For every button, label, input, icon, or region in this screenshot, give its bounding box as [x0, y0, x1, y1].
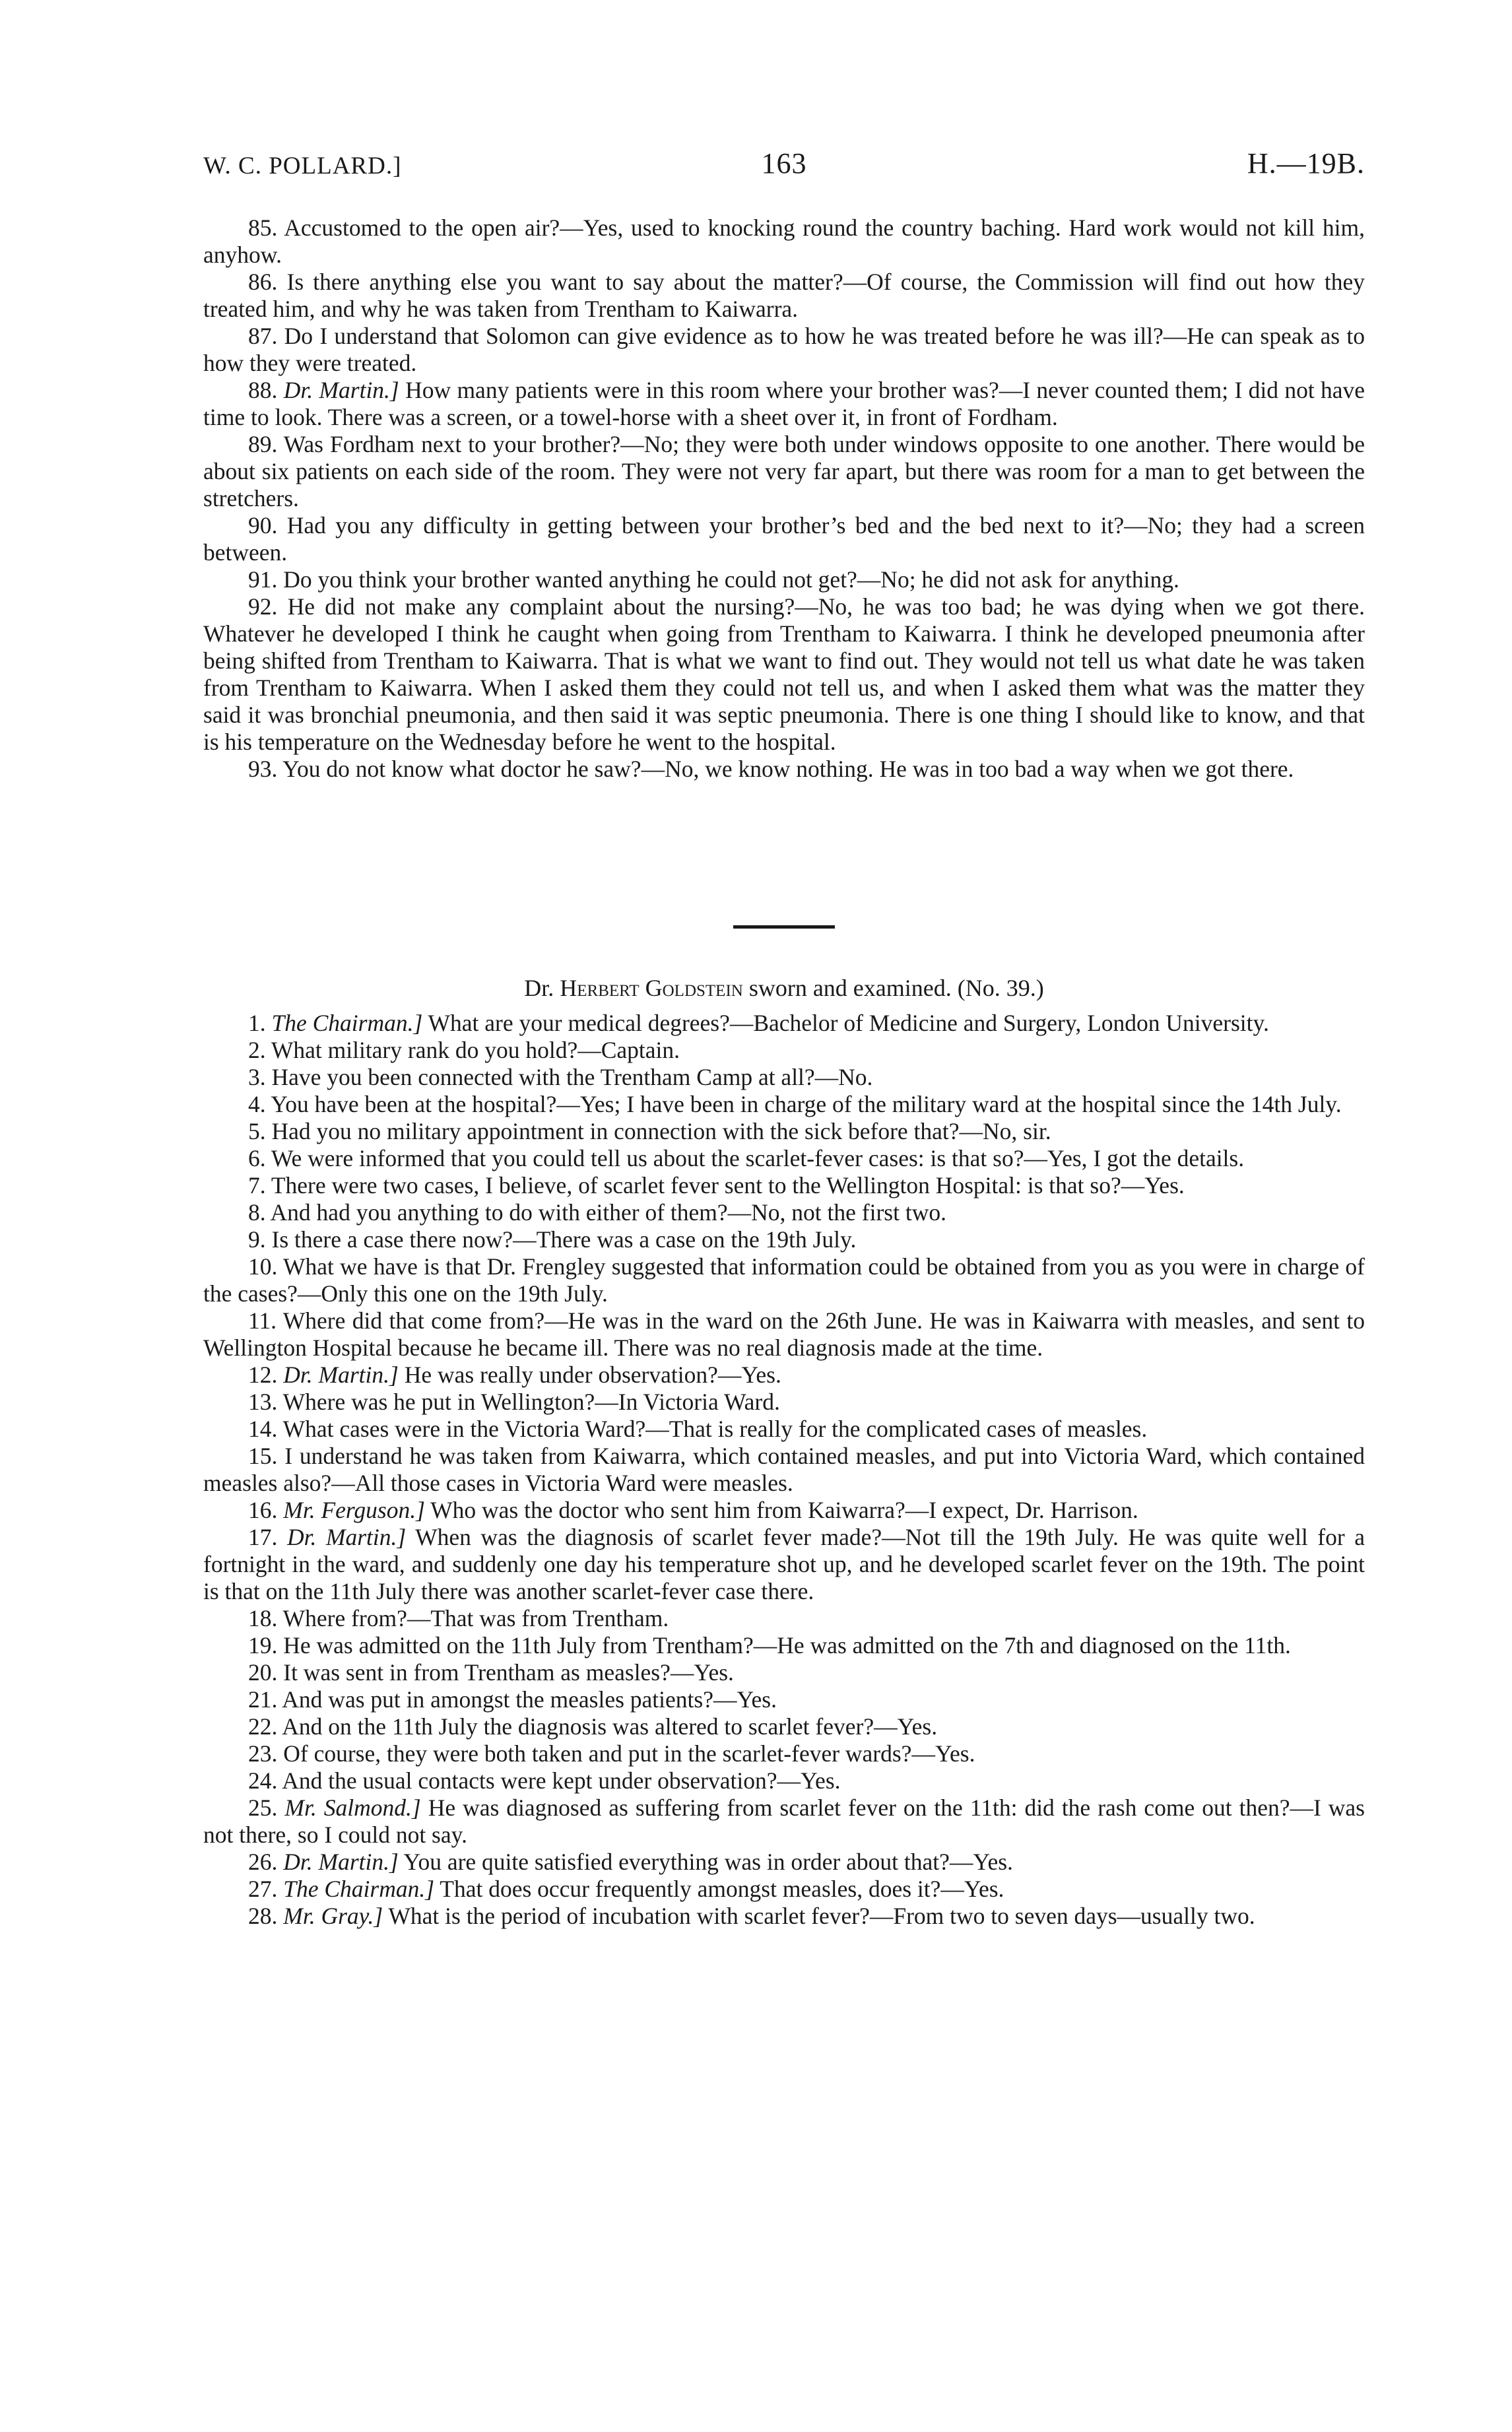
question-paragraph [203, 1849, 1365, 1876]
question-number: 89. [248, 431, 278, 457]
question-number: 23. [248, 1740, 278, 1767]
question-text: Have you been connected with the Trentham Camp at all?—No. [271, 1064, 873, 1090]
question-text: We were informed that you could tell us about the scarlet-fever cases: is that so?—Yes, I got the details. [271, 1145, 1245, 1171]
question-number: 92. [248, 593, 278, 620]
speaker-name: The Chairman.] [271, 1010, 423, 1036]
question-number: 88. [248, 377, 278, 403]
witness-suffix: sworn and examined. (No. 39.) [742, 975, 1044, 1001]
question-paragraph [203, 1389, 1365, 1416]
question-paragraph [203, 1307, 1365, 1362]
question-paragraph [203, 214, 1365, 269]
question-paragraph [203, 1876, 1365, 1903]
question-paragraph [203, 512, 1365, 566]
question-text: Is there a case there now?—There was a case on the 19th July. [271, 1226, 857, 1253]
question-paragraph [203, 1145, 1365, 1172]
question-number: 17. [248, 1524, 278, 1550]
question-number: 27. [248, 1876, 278, 1902]
question-paragraph [203, 1903, 1365, 1930]
running-header [203, 147, 1365, 186]
question-text: Had you any difficulty in getting between your brother’s bed and the bed next to it?—No; they had a screen between. [203, 512, 1365, 566]
witness-prefix: Dr. [524, 975, 560, 1001]
question-text: Do I understand that Solomon can give evidence as to how he was treated before he was ill?—He can speak as to how they were treated. [203, 323, 1365, 376]
question-paragraph [203, 1226, 1365, 1253]
question-paragraph [203, 1037, 1365, 1064]
question-number: 2. [248, 1037, 266, 1063]
question-number: 86. [248, 269, 278, 295]
question-paragraph [203, 1010, 1365, 1037]
speaker-name: Mr. Ferguson.] [283, 1497, 425, 1523]
question-number: 4. [248, 1091, 266, 1117]
page-number: 163 [761, 147, 807, 180]
question-paragraph [203, 1362, 1365, 1389]
question-text: Where from?—That was from Trentham. [282, 1605, 669, 1631]
question-paragraph [203, 1659, 1365, 1686]
question-paragraph [203, 1524, 1365, 1605]
question-paragraph [203, 1172, 1365, 1199]
question-text: It was sent in from Trentham as measles?—Yes. [283, 1659, 734, 1686]
question-number: 7. [248, 1172, 266, 1199]
question-text: How many patients were in this room where your brother was?—I never counted them; I did not have time to look. There was a screen, or a towel-horse with a sheet over it, in front of Fordham. [203, 377, 1365, 430]
question-text: And was put in amongst the measles patients?—Yes. [282, 1686, 777, 1713]
question-text: You have been at the hospital?—Yes; I have been in charge of the military ward at the hospital since the 14th July. [271, 1091, 1342, 1117]
question-text: Of course, they were both taken and put in the scarlet-fever wards?—Yes. [283, 1740, 975, 1767]
question-number: 15. [248, 1443, 278, 1469]
question-paragraph [203, 1605, 1365, 1632]
question-number: 13. [248, 1389, 278, 1415]
question-number: 24. [248, 1767, 278, 1794]
question-text: And had you anything to do with either of them?—No, not the first two. [270, 1199, 946, 1226]
question-paragraph [203, 269, 1365, 323]
question-number: 93. [248, 756, 278, 782]
question-number: 87. [248, 323, 278, 349]
question-number: 11. [248, 1307, 277, 1334]
section-divider [733, 925, 835, 929]
question-number: 12. [248, 1362, 278, 1388]
witness-name: Herbert Goldstein [560, 975, 743, 1001]
question-paragraph [203, 593, 1365, 756]
header-witness-name: W. C. POLLARD.] [203, 152, 402, 180]
question-paragraph [203, 1416, 1365, 1443]
evidence-block-goldstein [203, 1010, 1365, 1930]
question-text: You do not know what doctor he saw?—No, we know nothing. He was in too bad a way when we got there. [282, 756, 1294, 782]
question-text: And the usual contacts were kept under observation?—Yes. [282, 1767, 841, 1794]
question-text: Was Fordham next to your brother?—No; they were both under windows opposite to one another. There would be about six patients on each side of the room. They were not very far apart, but there was room for a man to get between the stretchers. [203, 431, 1365, 511]
question-text: Is there anything else you want to say about the matter?—Of course, the Commission will find out how they treated him, and why he was taken from Trentham to Kaiwarra. [203, 269, 1365, 322]
question-paragraph [203, 323, 1365, 377]
question-number: 20. [248, 1659, 278, 1686]
question-text: That does occur frequently amongst measles, does it?—Yes. [440, 1876, 1004, 1902]
question-text: He did not make any complaint about the nursing?—No, he was too bad; he was dying when we got there. Whatever he developed I think he caught when going from Trentham to Kaiwarra. I think he developed pneumonia after being shifted from Trentham to Kaiwarra. That is what we want to find out. They would not tell us what date he was taken from Trentham to Kaiwarra. When I asked them they could not tell us, and when I asked them what was the matter they said it was bronchial pneumonia, and then said it was septic pneumonia. There is one thing I should like to know, and that is his temperature on the Wednesday before he went to the hospital. [203, 593, 1365, 755]
speaker-name: Dr. Martin.] [283, 1849, 399, 1875]
question-number: 85. [248, 214, 278, 241]
question-text: What military rank do you hold?—Captain. [271, 1037, 680, 1063]
question-paragraph [203, 1253, 1365, 1307]
question-paragraph [203, 1686, 1365, 1713]
question-paragraph [203, 377, 1365, 431]
question-number: 22. [248, 1713, 278, 1740]
question-text: What cases were in the Victoria Ward?—That is really for the complicated cases of measles. [282, 1416, 1148, 1442]
question-number: 21. [248, 1686, 278, 1713]
question-paragraph [203, 566, 1365, 593]
question-number: 10. [248, 1253, 278, 1280]
question-number: 14. [248, 1416, 278, 1442]
paper-reference: H.—19B. [1247, 147, 1365, 180]
question-number: 18. [248, 1605, 278, 1631]
speaker-name: Mr. Salmond.] [284, 1794, 421, 1821]
question-text: He was admitted on the 11th July from Trentham?—He was admitted on the 7th and diagnosed on the 11th. [283, 1632, 1291, 1659]
question-number: 91. [248, 566, 278, 593]
question-text: Who was the doctor who sent him from Kaiwarra?—I expect, Dr. Harrison. [430, 1497, 1138, 1523]
question-text: He was really under observation?—Yes. [404, 1362, 781, 1388]
question-number: 19. [248, 1632, 278, 1659]
question-text: Where did that come from?—He was in the ward on the 26th June. He was in Kaiwarra with measles, and sent to Wellington Hospital because he became ill. There was no real diagnosis made at the time. [203, 1307, 1365, 1361]
question-text: And on the 11th July the diagnosis was altered to scarlet fever?—Yes. [282, 1713, 938, 1740]
question-text: He was diagnosed as suffering from scarlet fever on the 11th: did the rash come out then?—I was not there, so I could not say. [203, 1794, 1365, 1848]
question-paragraph [203, 1740, 1365, 1767]
question-paragraph [203, 1497, 1365, 1524]
question-number: 8. [248, 1199, 266, 1226]
question-number: 1. [248, 1010, 266, 1036]
question-paragraph [203, 431, 1365, 512]
question-text: You are quite satisfied everything was in order about that?—Yes. [403, 1849, 1013, 1875]
question-text: When was the diagnosis of scarlet fever made?—Not till the 19th July. He was quite well for a fortnight in the ward, and suddenly one day his temperature shot up, and he developed scarlet fever on the 19th. The point is that on the 11th July there was another scarlet-fever case there. [203, 1524, 1365, 1604]
question-paragraph [203, 1091, 1365, 1118]
speaker-name: Dr. Martin.] [283, 1362, 399, 1388]
question-number: 6. [248, 1145, 266, 1171]
question-text: Where was he put in Wellington?—In Victoria Ward. [282, 1389, 780, 1415]
question-text: I understand he was taken from Kaiwarra, which contained measles, and put into Victoria Ward, which contained measles also?—All those cases in Victoria Ward were measles. [203, 1443, 1365, 1496]
question-text: Accustomed to the open air?—Yes, used to knocking round the country baching. Hard work would not kill him, anyhow. [203, 214, 1365, 268]
question-paragraph [203, 1443, 1365, 1497]
question-paragraph [203, 1767, 1365, 1794]
question-number: 16. [248, 1497, 278, 1523]
speaker-name: Dr. Martin.] [286, 1524, 407, 1550]
question-paragraph [203, 1713, 1365, 1740]
question-text: There were two cases, I believe, of scarlet fever sent to the Wellington Hospital: is that so?—Yes. [271, 1172, 1185, 1199]
question-paragraph [203, 1632, 1365, 1659]
question-text: Had you no military appointment in connection with the sick before that?—No, sir. [271, 1118, 1051, 1144]
question-number: 26. [248, 1849, 278, 1875]
question-paragraph [203, 756, 1365, 783]
question-number: 28. [248, 1903, 278, 1929]
question-paragraph [203, 1199, 1365, 1226]
question-number: 9. [248, 1226, 266, 1253]
question-text: What we have is that Dr. Frengley suggested that information could be obtained from you as you were in charge of the cases?—Only this one on the 19th July. [203, 1253, 1365, 1307]
witness-heading [203, 974, 1365, 1002]
speaker-name: The Chairman.] [283, 1876, 435, 1902]
question-number: 90. [248, 512, 278, 539]
question-text: What are your medical degrees?—Bachelor of Medicine and Surgery, London University. [428, 1010, 1269, 1036]
question-number: 25. [248, 1794, 278, 1821]
evidence-block-pollard [203, 214, 1365, 783]
speaker-name: Dr. Martin.] [283, 377, 399, 403]
question-paragraph [203, 1064, 1365, 1091]
speaker-name: Mr. Gray.] [283, 1903, 383, 1929]
question-text: Do you think your brother wanted anything he could not get?—No; he did not ask for anything. [283, 566, 1179, 593]
question-text: What is the period of incubation with scarlet fever?—From two to seven days—usually two. [388, 1903, 1255, 1929]
question-paragraph [203, 1118, 1365, 1145]
question-paragraph [203, 1794, 1365, 1849]
question-number: 3. [248, 1064, 266, 1090]
question-number: 5. [248, 1118, 266, 1144]
